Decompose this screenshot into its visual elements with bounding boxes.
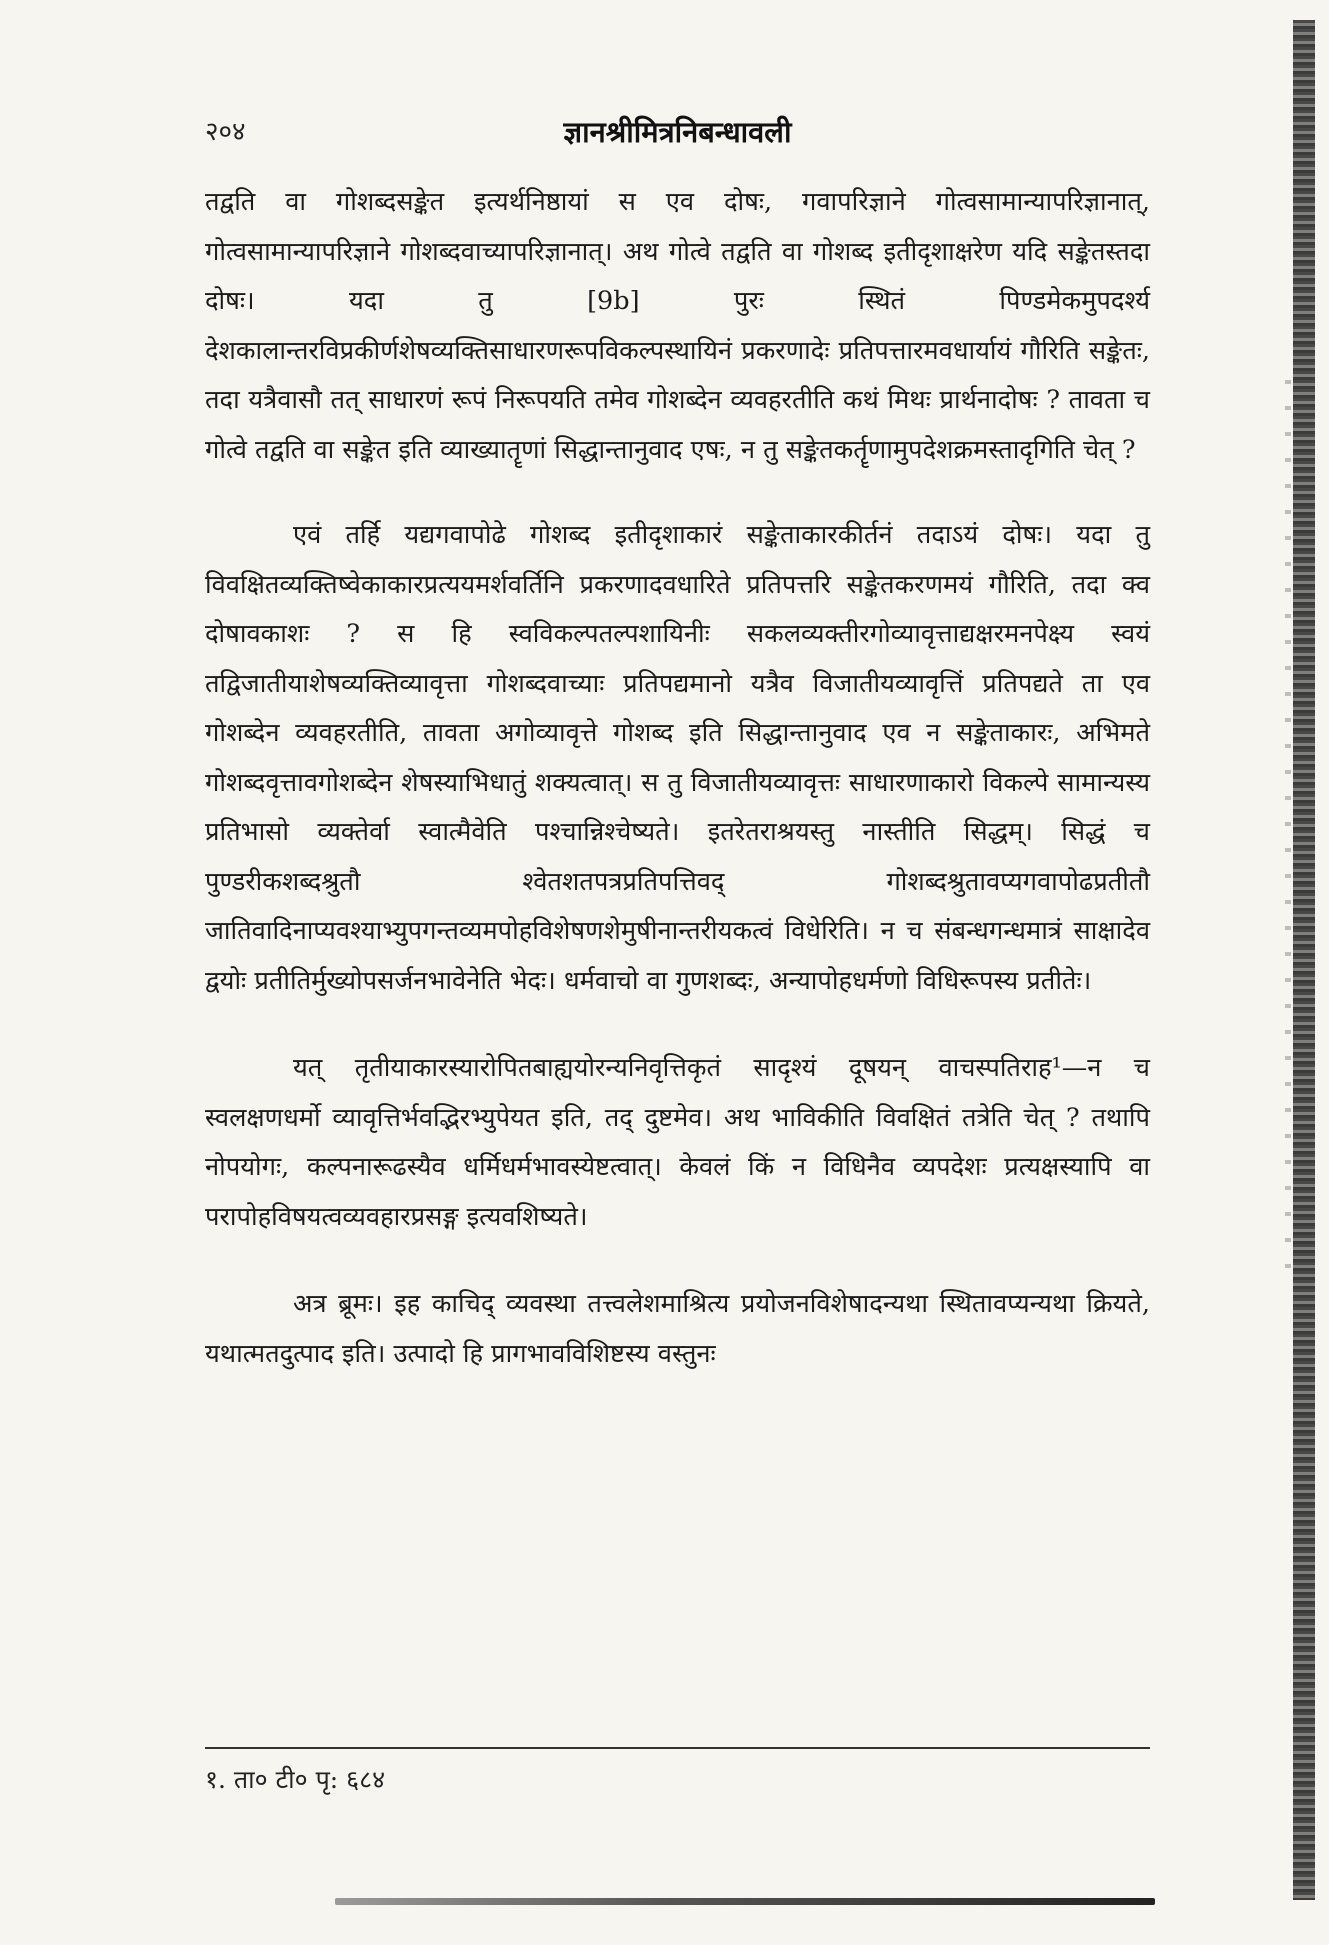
paragraph-4: अत्र ब्रूमः। इह काचिद् व्यवस्था तत्त्वलेशमाश्रित्य प्रयोजनविशेषादन्यथा स्थितावप्यन्यथा क्रियते, यथात्मतदुत्पाद इति। उत्पादो हि प्रागभावविशिष्टस्य वस्तुनः — [205, 1289, 1150, 1369]
page-number: २०४ — [205, 117, 246, 147]
page-header — [205, 112, 1150, 152]
bottom-rule — [335, 1898, 1155, 1905]
paragraph-3: यत् तृतीयाकारस्यारोपितबाह्ययोरन्यनिवृत्तिकृतं सादृश्यं दूषयन् वाचस्पतिराह¹—न च स्वलक्षणधर्मो व्यावृत्तिर्भवद्भिरभ्युपेयत इति, तद् दुष्टमेव। अथ भाविकीति विवक्षितं तत्रेति चेत् ? तथापि नोपयोगः, कल्पनारूढस्यैव धर्मिधर्मभावस्येष्टत्वात्। केवलं किं न विधिनैव व्यपदेशः प्रत्यक्षस्यापि वा परापोहविषयत्वव्यवहारप्रसङ्ग इत्यवशिष्यते। — [205, 1053, 1150, 1232]
paragraph-2: एवं तर्हि यद्यगवापोढे गोशब्द इतीदृशाकारं सङ्केताकारकीर्तनं तदाऽयं दोषः। यदा तु विवक्षितव्यक्तिष्वेकाकारप्रत्ययमर्शवर्तिनि प्रकरणादवधारिते प्रतिपत्तरि सङ्केतकरणमयं गौरिति, तदा क्व दोषावकाशः ? स हि स्वविकल्पतल्पशायिनीः सकलव्यक्तीरगोव्यावृत्ताद्यक्षरमनपेक्ष्य स्वयं तद्विजातीयाशेषव्यक्तिव्यावृत्ता गोशब्दवाच्याः प्रतिपद्यमानो यत्रैव विजातीयव्यावृत्तिं प्रतिपद्यते ता एव गोशब्देन व्यवहरतीति, तावता अगोव्यावृत्ते गोशब्द इति सिद्धान्तानुवाद एव न सङ्केताकारः, अभिमते गोशब्दवृत्तावगोशब्देन शेषस्याभिधातुं शक्यत्वात्। स तु विजातीयव्यावृत्तः साधारणाकारो विकल्पे सामान्यस्य प्रतिभासो व्यक्तेर्वा स्वात्मैवेति पश्चान्निश्चेष्यते। इतरेतराश्रयस्तु नास्तीति सिद्धम्। सिद्धं च पुण्डरीकशब्दश्रुतौ श्वेतशतपत्रप्रतिपत्तिवद् गोशब्दश्रुतावप्यगवापोढप्रतीतौ जातिवादिनाप्यवश्याभ्युपगन्तव्यमपोहविशेषणशेमुषीनान्तरीयकत्वं विधेरिति। न च संबन्धगन्धमात्रं साक्षादेव द्वयोः प्रतीतिर्मुख्योपसर्जनभावेनेति भेदः। धर्मवाचो वा गुणशब्दः, अन्यापोहधर्मणो विधिरूपस्य प्रतीतेः। — [205, 520, 1150, 996]
paragraph-1: तद्वति वा गोशब्दसङ्केत इत्यर्थनिष्ठायां स एव दोषः, गवापरिज्ञाने गोत्वसामान्यापरिज्ञानात्, गोत्वसामान्यापरिज्ञाने गोशब्दवाच्यापरिज्ञानात्। अथ गोत्वे तद्वति वा गोशब्द इतीदृशाक्षरेण यदि सङ्केतस्तदा दोषः। यदा तु [9b] पुरः स्थितं पिण्डमेकमुपदर्श्य देशकालान्तरविप्रकीर्णशेषव्यक्तिसाधारणरूपविकल्पस्थायिनं प्रकरणादेः प्रतिपत्तारमवधार्यायं गौरिति सङ्केतः, तदा यत्रैवासौ तत् साधारणं रूपं निरूपयति तमेव गोशब्देन व्यवहरतीति कथं मिथः प्रार्थनादोषः ? तावता च गोत्वे तद्वति वा सङ्केत इति व्याख्यातॄणां सिद्धान्तानुवाद एषः, न तु सङ्केतकर्तॄणामुपदेशक्रमस्तादृगिति चेत् ? — [205, 187, 1150, 465]
scan-edge-shadow — [1285, 380, 1291, 1280]
footnote: १. ता० टी० पृ: ६८४ — [205, 1765, 386, 1794]
running-title: ज्ञानश्रीमित्रनिबन्धावली — [563, 115, 792, 149]
footnote-divider — [205, 1747, 1150, 1749]
scan-edge-artifact — [1293, 20, 1315, 1900]
body-text — [205, 178, 1150, 1379]
